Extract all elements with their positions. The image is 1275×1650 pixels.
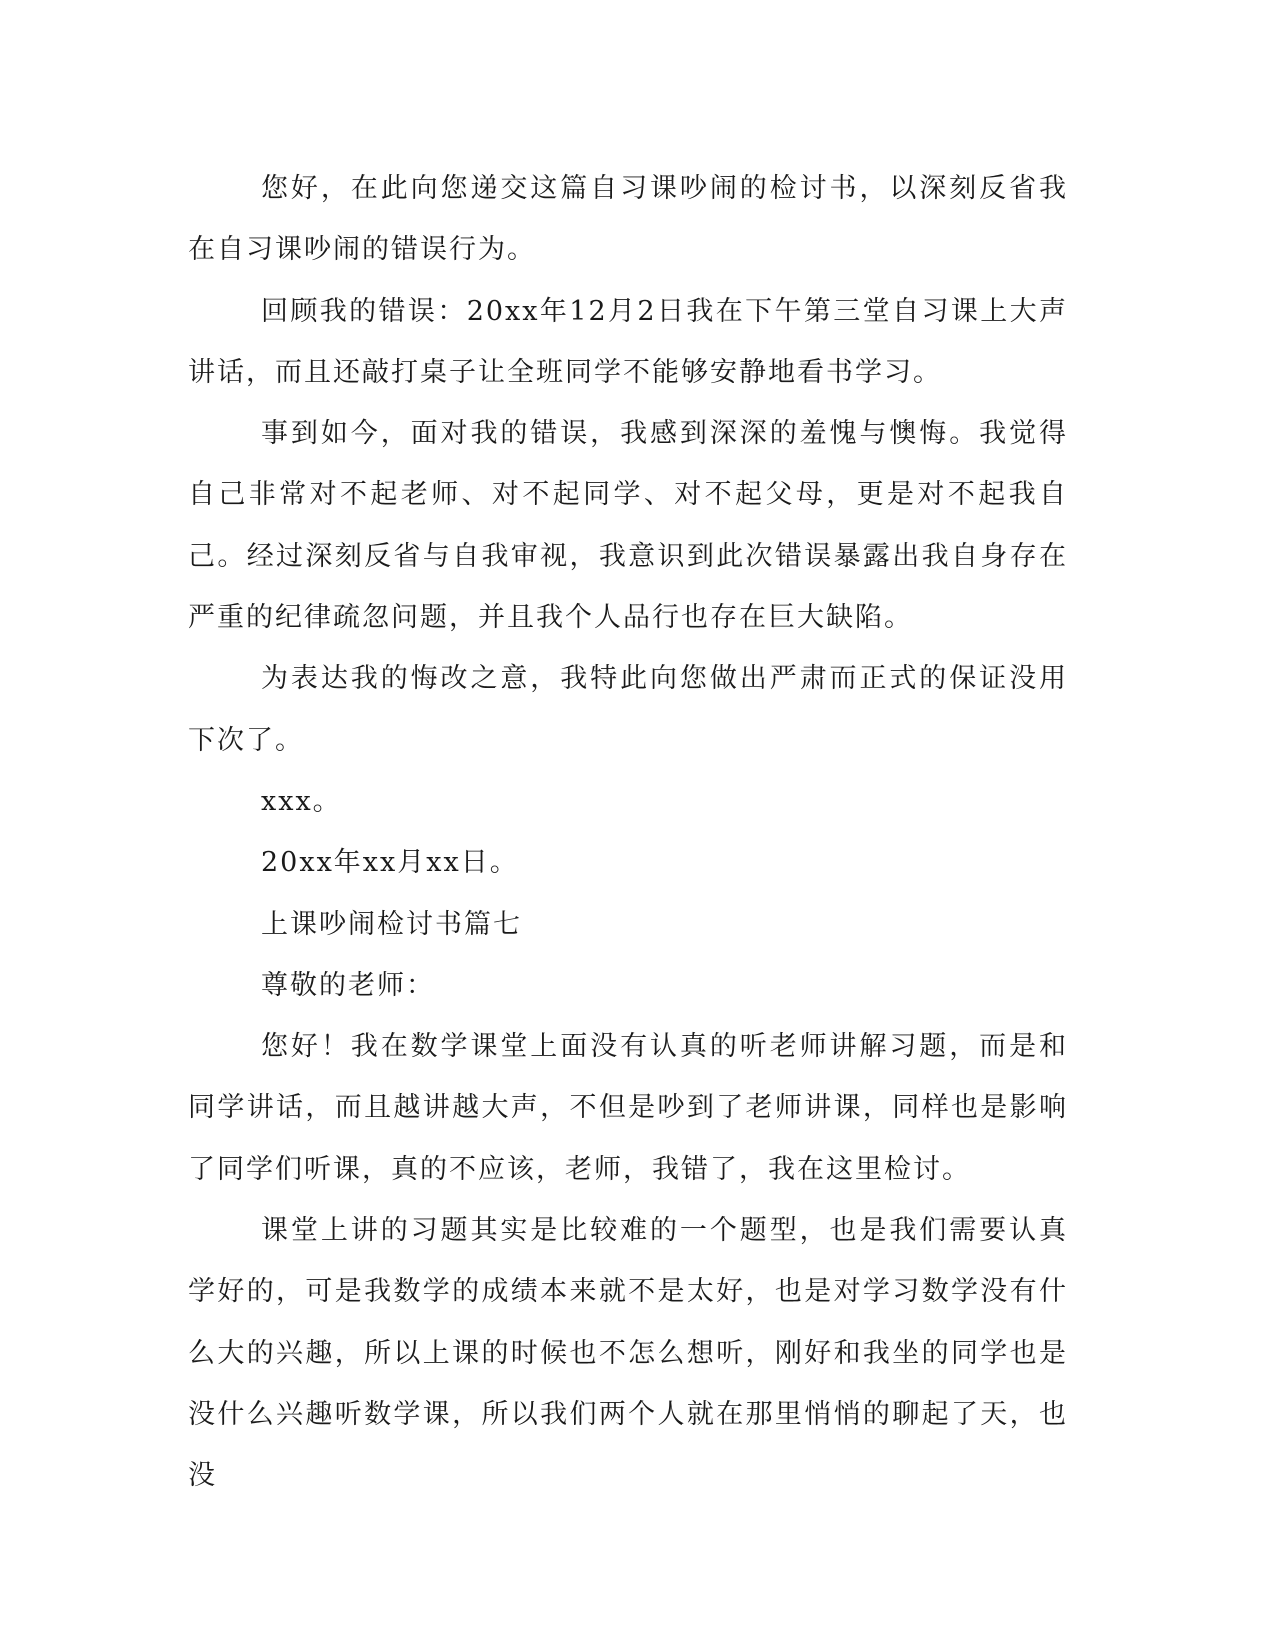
paragraph-review-mistake: 回顾我的错误：20xx年12月2日我在下午第三堂自习课上大声讲话，而且还敲打桌子让全班同学不能够安静地看书学习。: [188, 295, 1068, 388]
paragraph-explanation: 课堂上讲的习题其实是比较难的一个题型，也是我们需要认真学好的，可是我数学的成绩本来就不是太好，也是对学习数学没有什么大的兴趣，所以上课的时候也不怎么想听，刚好和我坐的同学也是没什么兴趣听数学课，所以我们两个人就在那里悄悄的聊起了天，也没: [188, 1215, 1068, 1492]
paragraph-apology: 您好！我在数学课堂上面没有认真的听老师讲解习题，而是和同学讲话，而且越讲越大声，不但是吵到了老师讲课，同样也是影响了同学们听课，真的不应该，老师，我错了，我在这里检讨。: [188, 1031, 1068, 1185]
section-heading: 上课吵闹检讨书篇七: [261, 908, 522, 940]
salutation: 尊敬的老师：: [261, 969, 435, 1001]
document-body: [188, 158, 1068, 1507]
paragraph-promise: 为表达我的悔改之意，我特此向您做出严肃而正式的保证没用下次了。: [188, 663, 1068, 756]
paragraph-remorse: 事到如今，面对我的错误，我感到深深的羞愧与懊悔。我觉得自己非常对不起老师、对不起同学、对不起父母，更是对不起我自己。经过深刻反省与自我审视，我意识到此次错误暴露出我自身存在严重的纪律疏忽问题，并且我个人品行也存在巨大缺陷。: [188, 418, 1068, 634]
paragraph-greeting: 您好，在此向您递交这篇自习课吵闹的检讨书，以深刻反省我在自习课吵闹的错误行为。: [188, 173, 1068, 266]
signature-date: 20xx年xx月xx日。: [261, 847, 519, 879]
signature-name: xxx。: [261, 785, 342, 817]
